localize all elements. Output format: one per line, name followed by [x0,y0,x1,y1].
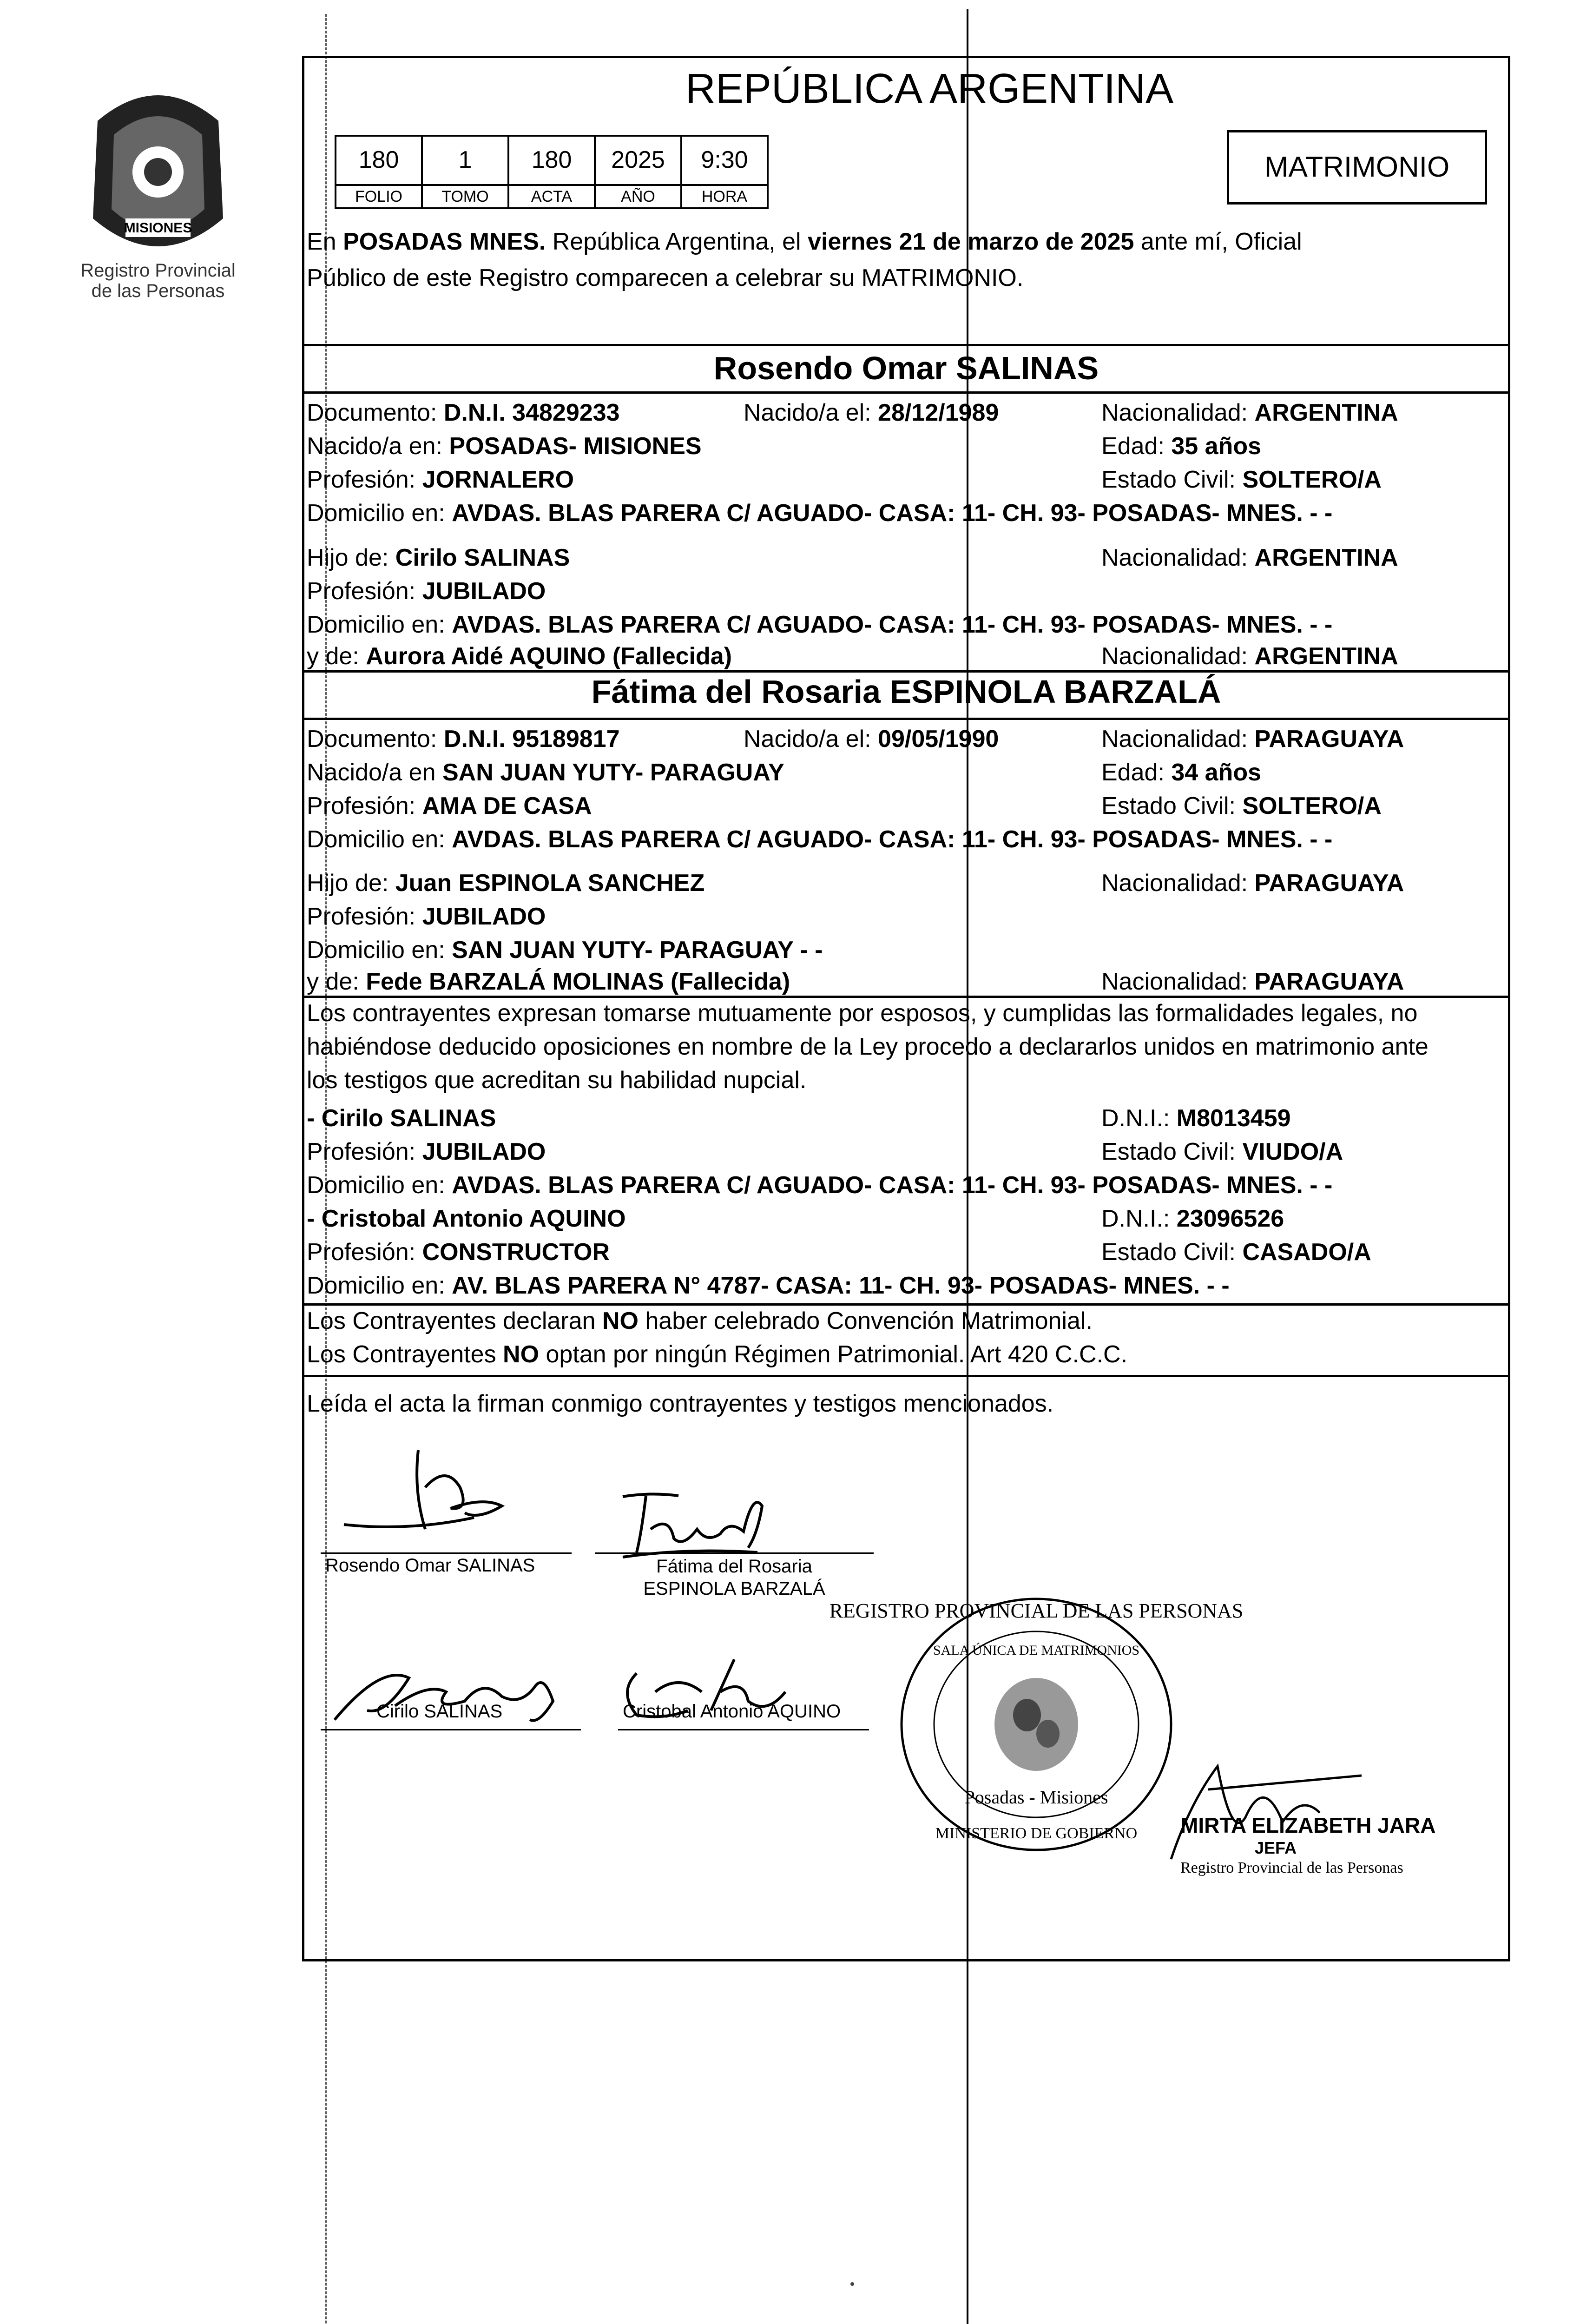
provincial-logo [70,79,246,279]
groom-age: Edad: 35 años [1101,433,1261,460]
witness-1-profession: Profesión: JUBILADO [307,1138,546,1165]
certificate-type-box: MATRIMONIO [1227,130,1487,205]
reading-statement: Leída el acta la firman conmigo contrayentes y testigos mencionados. [307,1390,1054,1417]
bride-nationality: Nacionalidad: PARAGUAYA [1101,726,1404,753]
convention-line-1: Los Contrayentes declaran NO haber celebrado Convención Matrimonial. [307,1307,1093,1334]
folio-label: FOLIO [335,184,423,209]
bride-document: Documento: D.N.I. 95189817 [307,726,620,753]
divider [302,1303,1510,1306]
intro-line-1: En POSADAS MNES. República Argentina, el viernes 21 de marzo de 2025 ante mí, Oficial [307,228,1302,255]
groom-civil-status: Estado Civil: SOLTERO/A [1101,466,1382,493]
declaration-line-2: habiéndose deducido oposiciones en nombre de la Ley procedo a declararlos unidos en matrimonio ante [307,1033,1429,1060]
groom-profession: Profesión: JORNALERO [307,466,574,493]
groom-document: Documento: D.N.I. 34829233 [307,399,620,426]
seal-ministry-text: MINISTERIO DE GOBIERNO [935,1825,1138,1842]
witness-1-dni: D.N.I.: M8013459 [1101,1105,1291,1132]
divider [302,1375,1510,1377]
bride-birthdate: Nacido/a el: 09/05/1990 [744,726,999,753]
signature-label-witness-2: Cristobal Antonio AQUINO [623,1701,841,1722]
hora-label: HORA [680,184,769,209]
bride-civil-status: Estado Civil: SOLTERO/A [1101,792,1382,819]
registry-seal [829,1585,1244,1866]
witness-2-dni: D.N.I.: 23096526 [1101,1205,1284,1232]
divider [302,996,1510,998]
svg-text:MISIONES: MISIONES [124,220,192,236]
divider [302,718,1510,720]
seal-bottom-text: Posadas - Misiones [964,1787,1108,1808]
bride-profession: Profesión: AMA DE CASA [307,792,592,819]
bride-age: Edad: 34 años [1101,759,1261,786]
groom-father-profession: Profesión: JUBILADO [307,578,546,605]
anio-value: 2025 [594,135,682,186]
bride-father-address: Domicilio en: SAN JUAN YUTY- PARAGUAY - - [307,937,823,964]
divider [302,670,1510,673]
witness-1-name: - Cirilo SALINAS [307,1105,496,1132]
tomo-value: 1 [421,135,509,186]
bride-father-profession: Profesión: JUBILADO [307,903,546,930]
witness-1-address: Domicilio en: AVDAS. BLAS PARERA C/ AGUADO- CASA: 11- CH. 93- POSADAS- MNES. - - [307,1172,1333,1199]
acta-label: ACTA [507,184,596,209]
bride-name: Fátima del Rosaria ESPINOLA BARZALÁ [591,673,1221,710]
signature-label-groom: Rosendo Omar SALINAS [325,1555,535,1576]
acta-value: 180 [507,135,596,186]
declaration-line-1: Los contrayentes expresan tomarse mutuamente por esposos, y cumplidas las formalidades legales, no [307,1000,1418,1027]
signature-line [595,1552,874,1554]
groom-nationality: Nacionalidad: ARGENTINA [1101,399,1398,426]
seal-ring-text: REGISTRO PROVINCIAL DE LAS PERSONAS [829,1599,1244,1622]
groom-mother-nationality: Nacionalidad: ARGENTINA [1101,643,1398,670]
bride-birthplace: Nacido/a en SAN JUAN YUTY- PARAGUAY [307,759,784,786]
bride-address: Domicilio en: AVDAS. BLAS PARERA C/ AGUADO- CASA: 11- CH. 93- POSADAS- MNES. - - [307,826,1333,853]
tomo-label: TOMO [421,184,509,209]
signature-groom [325,1432,567,1555]
signature-line [321,1552,572,1554]
signature-label-witness-1: Cirilo SALINAS [376,1701,503,1722]
witness-2-address: Domicilio en: AV. BLAS PARERA N° 4787- CASA: 11- CH. 93- POSADAS- MNES. - - [307,1272,1230,1299]
groom-father: Hijo de: Cirilo SALINAS [307,544,570,571]
divider [302,391,1510,394]
official-name: MIRTA ELIZABETH JARA [1180,1813,1436,1837]
groom-address: Domicilio en: AVDAS. BLAS PARERA C/ AGUADO- CASA: 11- CH. 93- POSADAS- MNES. - - [307,500,1333,527]
divider [302,344,1510,346]
groom-birthplace: Nacido/a en: POSADAS- MISIONES [307,433,702,460]
witness-2-name: - Cristobal Antonio AQUINO [307,1205,626,1232]
declaration-line-3: los testigos que acreditan su habilidad nupcial. [307,1067,807,1094]
anio-label: AÑO [594,184,682,209]
groom-birthdate: Nacido/a el: 28/12/1989 [744,399,999,426]
signature-line [618,1729,869,1730]
witness-2-civil-status: Estado Civil: CASADO/A [1101,1239,1371,1266]
official-office: Registro Provincial de las Personas [1180,1859,1403,1876]
seal-inner-text: SALA ÚNICA DE MATRIMONIOS [933,1643,1140,1658]
scan-speck [850,2282,854,2286]
hora-value: 9:30 [680,135,769,186]
document-title: REPÚBLICA ARGENTINA [685,66,1174,112]
convention-line-2: Los Contrayentes NO optan por ningún Régimen Patrimonial. Art 420 C.C.C. [307,1341,1128,1368]
bride-mother: y de: Fede BARZALÁ MOLINAS (Fallecida) [307,968,790,995]
groom-name: Rosendo Omar SALINAS [713,350,1099,386]
signature-label-bride: Fátima del Rosaria ESPINOLA BARZALÁ [643,1556,825,1599]
logo-caption: Registro Provincial de las Personas [80,260,236,301]
groom-mother: y de: Aurora Aidé AQUINO (Fallecida) [307,643,732,670]
bride-father-nationality: Nacionalidad: PARAGUAYA [1101,870,1404,897]
signature-line [321,1729,581,1730]
bride-father: Hijo de: Juan ESPINOLA SANCHEZ [307,870,705,897]
bride-mother-nationality: Nacionalidad: PARAGUAYA [1101,968,1404,995]
groom-father-nationality: Nacionalidad: ARGENTINA [1101,544,1398,571]
official-role: JEFA [1255,1838,1297,1857]
witness-1-civil-status: Estado Civil: VIUDO/A [1101,1138,1343,1165]
witness-2-profession: Profesión: CONSTRUCTOR [307,1239,610,1266]
folio-value: 180 [335,135,423,186]
groom-father-address: Domicilio en: AVDAS. BLAS PARERA C/ AGUADO- CASA: 11- CH. 93- POSADAS- MNES. - - [307,611,1333,638]
intro-line-2: Público de este Registro comparecen a celebrar su MATRIMONIO. [307,264,1024,291]
